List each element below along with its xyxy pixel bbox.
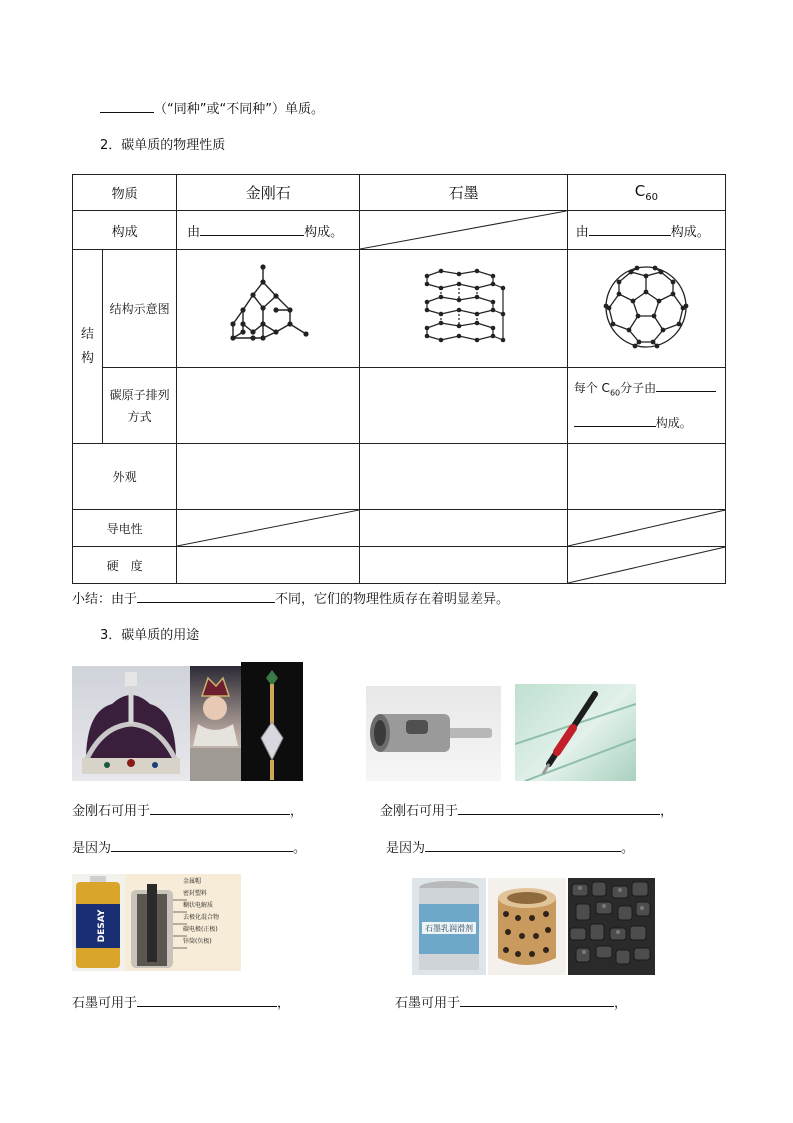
diamond-appearance[interactable] (177, 444, 360, 510)
graphite-structure (360, 250, 567, 368)
battery-label: 碳电极(正极) (183, 926, 218, 933)
graphite-pellets-photo (568, 878, 655, 975)
crown-photo (72, 666, 190, 781)
diamond-reason-1: 是因为 。 (72, 841, 307, 856)
graphite-arrangement[interactable] (360, 368, 567, 444)
c60-structure (567, 250, 725, 368)
c60-composition-blank[interactable] (589, 223, 671, 236)
c60-structure-diagram (601, 264, 691, 350)
battery-photo (72, 874, 125, 971)
diamond-use-1-blank[interactable] (150, 802, 290, 815)
drill-bit-photo (366, 686, 501, 781)
pellets-icon (568, 878, 655, 975)
battery-label: 锌筒(负极) (183, 938, 212, 945)
answer-blank[interactable] (100, 100, 154, 113)
diamond-structure (177, 250, 360, 368)
diamond-use-1: 金刚石可用于 ， (72, 804, 304, 819)
diamond-structure-diagram (218, 262, 318, 352)
battery-label: 密封塑料 (183, 890, 208, 897)
diamond-reason-2-blank[interactable] (425, 839, 621, 852)
graphite-use-2: 石墨可用于 ， (395, 996, 628, 1011)
glass-cutter-icon (515, 684, 636, 781)
lubricant-can-photo (412, 878, 486, 975)
bearing-icon (488, 878, 566, 975)
scepter-icon (241, 662, 303, 781)
label-hardness: 硬 度 (73, 547, 177, 584)
label-conductivity: 导电性 (73, 510, 177, 547)
c60-composition: 由 构成。 (567, 211, 725, 250)
row-schematic (73, 250, 726, 368)
row-appearance (73, 444, 726, 510)
row-hardness (73, 547, 726, 584)
battery-brand-label: DESAY (97, 909, 107, 943)
summary-blank[interactable] (137, 590, 275, 603)
row-conductivity (73, 510, 726, 547)
c60-hardness-na (567, 547, 725, 584)
graphite-appearance[interactable] (360, 444, 567, 510)
header-diamond: 金刚石 (177, 175, 360, 211)
scepter-photo (241, 662, 303, 781)
diagonal-line (177, 510, 359, 546)
battery-label: 金属帽 (183, 878, 202, 885)
diagonal-line (360, 211, 566, 249)
c60-arrangement: 每个 $C_{60}$分子由 构成。 (567, 368, 725, 444)
graphite-composition-na (360, 211, 567, 250)
intro-line: （“同种”或“不同种”）单质。 (100, 100, 324, 118)
lubricant-can-label: 石墨乳润滑剂 (425, 924, 473, 933)
diamond-composition-blank[interactable] (200, 223, 304, 236)
diamond-hardness[interactable] (177, 547, 360, 584)
graphite-use-1-blank[interactable] (137, 994, 277, 1007)
diamond-arrangement[interactable] (177, 368, 360, 444)
c60-arrangement-blank-1[interactable] (656, 379, 716, 392)
section-2-title: 2．碳单质的物理性质 (100, 138, 226, 153)
graphite-use-1: 石墨可用于 ， (72, 996, 291, 1011)
label-arrangement: 碳原子排列方式 (103, 368, 177, 444)
bearing-photo (488, 878, 566, 975)
diagonal-line (568, 510, 725, 546)
properties-table (72, 174, 726, 584)
battery-diagram (125, 874, 241, 971)
graphite-conductivity[interactable] (360, 510, 567, 547)
c60-arrangement-blank-2[interactable] (574, 414, 656, 427)
diamond-reason-1-blank[interactable] (111, 839, 293, 852)
battery-labels (183, 876, 219, 948)
battery-label: 去极化混合物 (183, 914, 220, 921)
header-c60: $C_{60}$ (567, 175, 725, 211)
battery-icon (72, 874, 125, 971)
header-graphite: 石墨 (360, 175, 567, 211)
drill-bit-icon (366, 686, 501, 781)
diamond-reason-2: 是因为 。 (386, 841, 635, 856)
battery-label: 糊状电解质 (183, 902, 214, 909)
diagonal-line (568, 547, 725, 583)
table-header-row (73, 175, 726, 211)
diamond-composition: 由 构成。 (177, 211, 360, 250)
label-composition: 构成 (73, 211, 177, 250)
label-appearance: 外观 (73, 444, 177, 510)
graphite-hardness[interactable] (360, 547, 567, 584)
label-schematic: 结构示意图 (103, 250, 177, 368)
c60-appearance[interactable] (567, 444, 725, 510)
graphite-use-2-blank[interactable] (460, 994, 614, 1007)
row-arrangement (73, 368, 726, 444)
diamond-conductivity-na (177, 510, 360, 547)
diamond-use-2-blank[interactable] (458, 802, 660, 815)
glass-cutter-photo (515, 684, 636, 781)
c60-conductivity-na (567, 510, 725, 547)
person-crown-icon (190, 666, 241, 781)
section-3-title: 3．碳单质的用途 (100, 628, 200, 643)
label-structure-group: 结构 (73, 250, 103, 444)
crown-icon (72, 666, 190, 781)
graphite-structure-diagram (419, 266, 509, 348)
queen-photo (190, 666, 241, 781)
summary-line: 小结：由于 不同，它们的物理性质存在着明显差异。 (72, 592, 510, 607)
row-composition (73, 211, 726, 250)
diamond-use-2: 金刚石可用于 ， (380, 804, 674, 819)
paint-can-icon (412, 878, 486, 975)
header-substance: 物质 (73, 175, 177, 211)
